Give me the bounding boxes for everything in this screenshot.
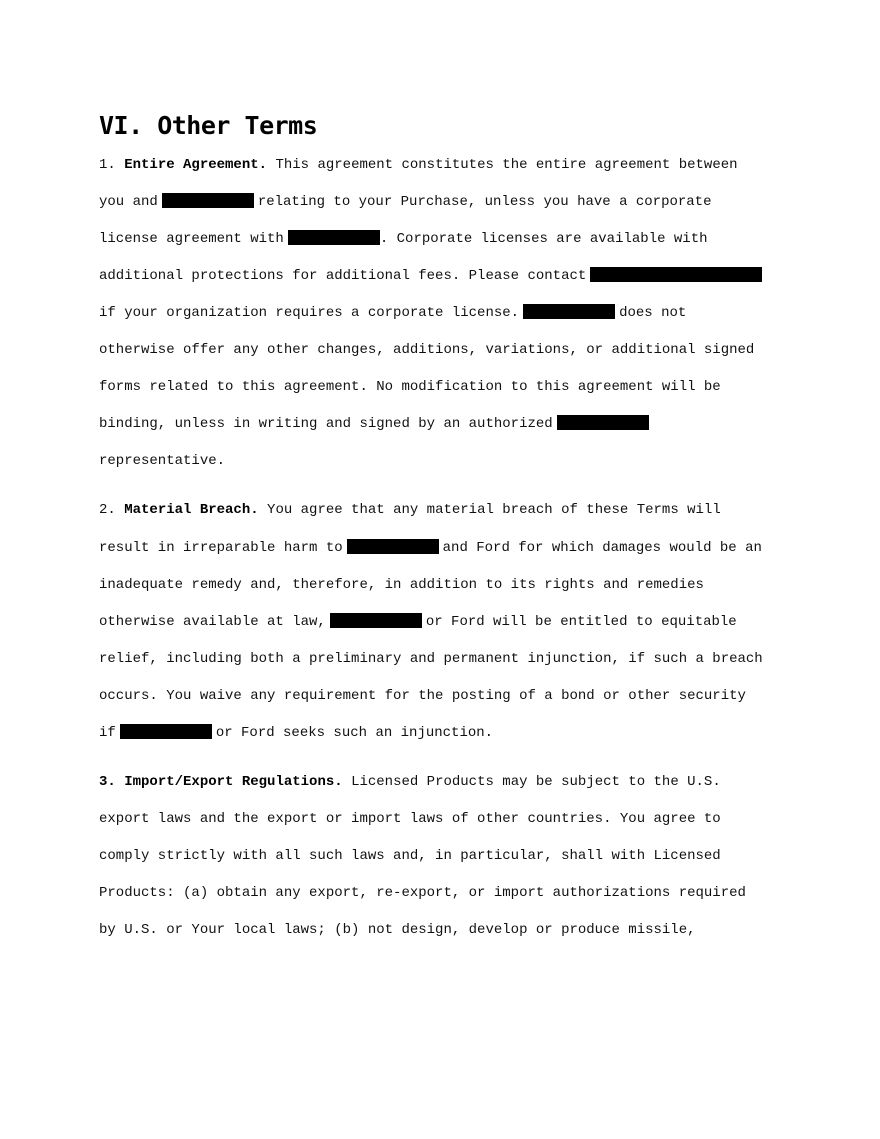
clause-2-line-7: if or Ford seeks such an injunction. xyxy=(99,725,494,741)
redaction-bar xyxy=(288,230,380,245)
clause-3-line-1: 3. Import/Export Regulations. Licensed Products may be subject to the U.S. xyxy=(99,774,721,790)
clause-2-line-6: occurs. You waive any requirement for the posting of a bond or other security xyxy=(99,688,746,704)
clause-3-heading: Import/Export Regulations. xyxy=(124,774,343,790)
redaction-bar xyxy=(347,539,439,554)
clause-3-line-4: Products: (a) obtain any export, re-export, or import authorizations required xyxy=(99,885,746,901)
clause-1-line-6: otherwise offer any other changes, additions, variations, or additional signed xyxy=(99,342,755,358)
section-title: VI. Other Terms xyxy=(99,111,318,140)
clause-3-line-2: export laws and the export or import laws of other countries. You agree to xyxy=(99,811,721,827)
redaction-bar xyxy=(590,267,762,282)
clause-2-line-3: inadequate remedy and, therefore, in addition to its rights and remedies xyxy=(99,577,704,593)
clause-1-line-5: if your organization requires a corporate license. does not xyxy=(99,305,687,321)
clause-1-line-1: 1. Entire Agreement. This agreement constitutes the entire agreement between xyxy=(99,157,738,173)
clause-2-heading: Material Breach. xyxy=(124,502,259,518)
redaction-bar xyxy=(330,613,422,628)
clause-1-line-3: license agreement with . Corporate licenses are available with xyxy=(99,231,708,247)
clause-1-line-2: you and relating to your Purchase, unless you have a corporate xyxy=(99,194,712,210)
clause-2-line-5: relief, including both a preliminary and permanent injunction, if such a breach xyxy=(99,651,763,667)
redaction-bar xyxy=(523,304,615,319)
clause-1-line-8: binding, unless in writing and signed by an authorized xyxy=(99,412,653,436)
clause-2-line-2: result in irreparable harm to and Ford for which damages would be an xyxy=(99,540,762,556)
clause-2-line-1: 2. Material Breach. You agree that any material breach of these Terms will xyxy=(99,502,721,518)
clause-1-line-4: additional protections for additional fees. Please contact xyxy=(99,264,766,288)
clause-1-heading: Entire Agreement. xyxy=(124,157,268,173)
clause-3-number: 3. xyxy=(99,774,116,790)
redaction-bar xyxy=(557,415,649,430)
redaction-bar xyxy=(120,724,212,739)
clause-2-line-4: otherwise available at law, or Ford will be entitled to equitable xyxy=(99,614,737,630)
clause-1-number: 1. xyxy=(99,157,116,173)
clause-3-line-5: by U.S. or Your local laws; (b) not design, develop or produce missile, xyxy=(99,922,696,938)
redaction-bar xyxy=(162,193,254,208)
clause-1-line-7: forms related to this agreement. No modification to this agreement will be xyxy=(99,379,721,395)
clause-1-line-9: representative. xyxy=(99,453,226,469)
clause-3-line-3: comply strictly with all such laws and, in particular, shall with Licensed xyxy=(99,848,721,864)
clause-2-number: 2. xyxy=(99,502,116,518)
